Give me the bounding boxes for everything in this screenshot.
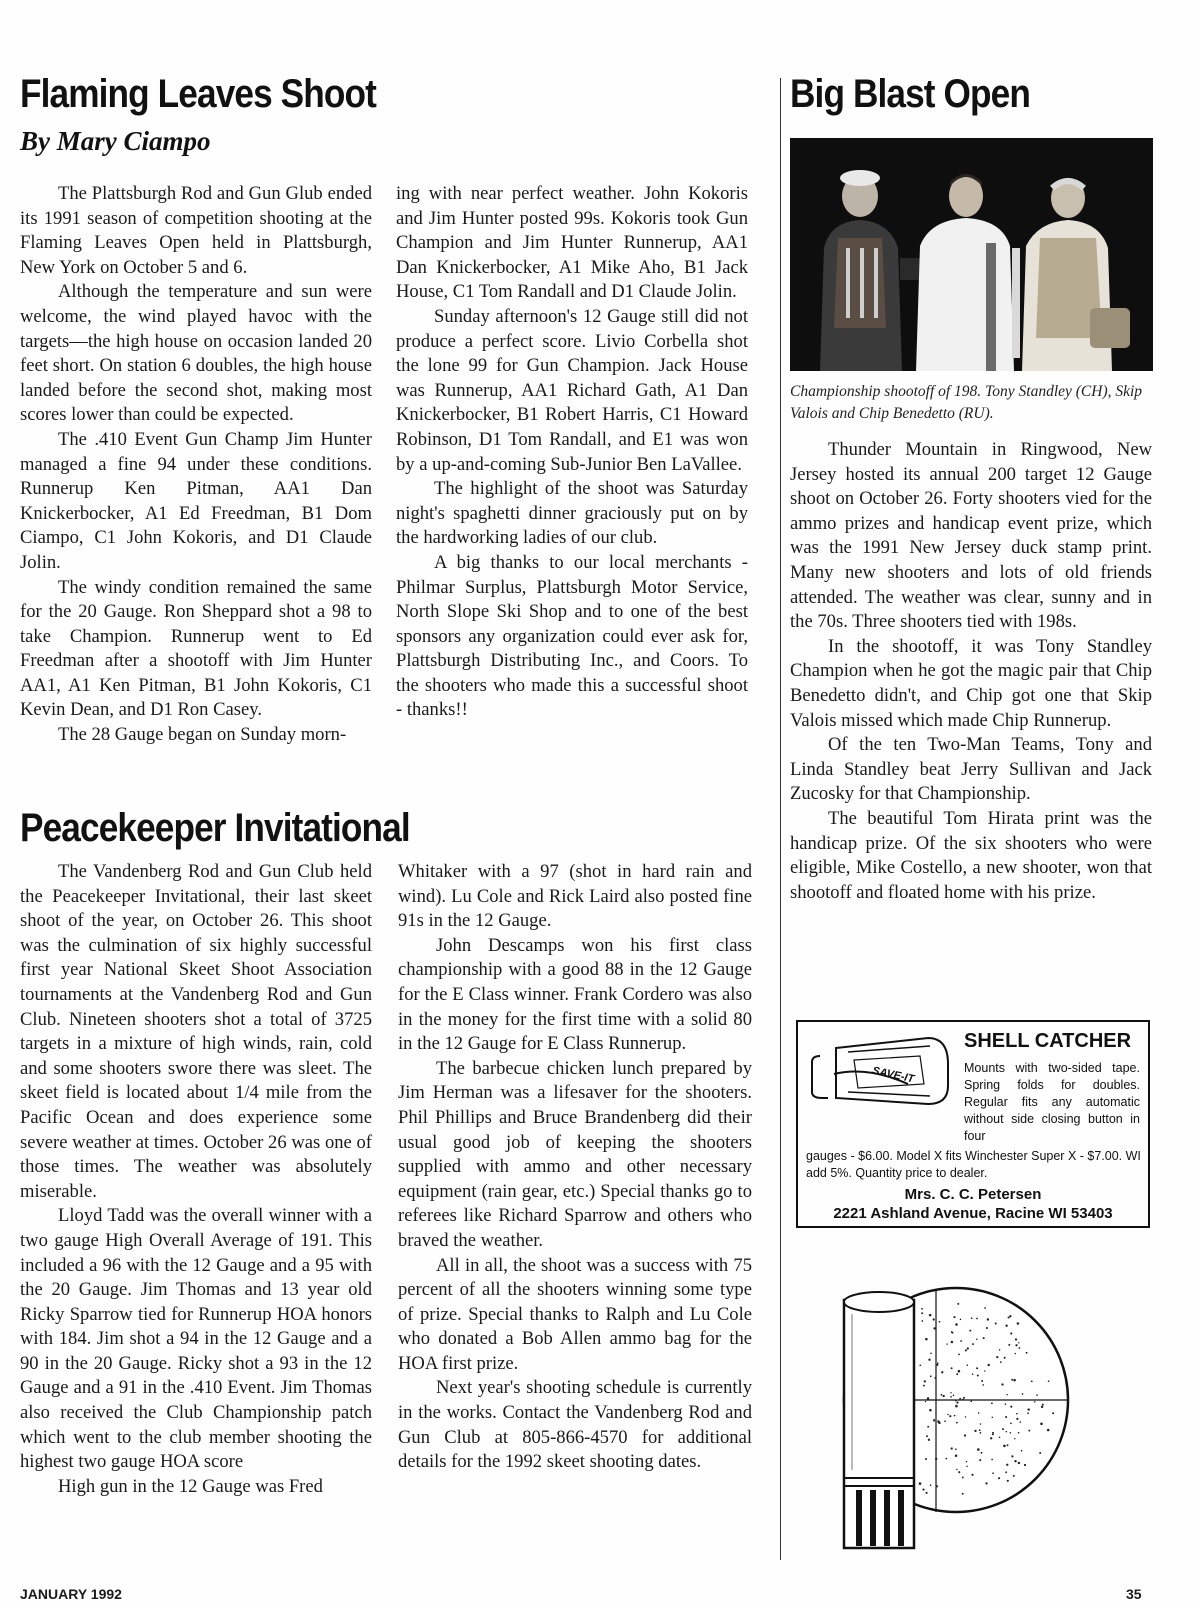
column-divider [780, 78, 781, 1560]
flaming-col1-p1: Although the temperature and sun were welcome, the wind played havoc with the targets—the high house on occasion landed 20 feet short. On station 6 doubles, the high house landed before the second shot, making most scores lower than could be expected. [20, 281, 372, 426]
peacekeeper-col2-cont: Whitaker with a 97 (shot in hard rain and wind). Lu Cole and Rick Laird also posted fine 91s in the 12 Gauge. [398, 861, 752, 932]
peacekeeper-col1 [20, 860, 372, 1499]
peacekeeper-col2-p3: Next year's shooting schedule is currently in the works. Contact the Vandenberg Rod and Gun Club at 805-866-4570 for additional details for the 1992 skeet shooting dates. [398, 1377, 752, 1473]
shell-catcher-ad [796, 1020, 1150, 1228]
flaming-col1-p3: The windy condition remained the same for the 20 Gauge. Ron Sheppard shot a 98 to take Champion. Runnerup went to Ed Freedman after a shootoff with Jim Hunter AA1, A1 Ken Pitman, B1 John Kokoris, C1 Kevin Dean, and D1 Ron Casey. [20, 576, 372, 721]
big-blast-p2: Of the ten Two-Man Teams, Tony and Linda Standley beat Jerry Sullivan and Jack Zucosky for that Championship. [790, 734, 1152, 805]
footer-page-number: 35 [1126, 1586, 1142, 1602]
flaming-col2-cont: ing with near perfect weather. John Kokoris and Jim Hunter posted 99s. Kokoris took Gun Champion and Jim Hunter Runnerup, AA1 Dan Knickerbocker, A1 Mike Aho, B1 Jack House, C1 Tom Randall and D1 Claude Jolin. [396, 183, 748, 303]
peacekeeper-headline: Peacekeeper Invitational [20, 806, 410, 850]
ad-address: 2221 Ashland Avenue, Racine WI 53403 [833, 1205, 1113, 1222]
big-blast-p0: Thunder Mountain in Ringwood, New Jersey hosted its annual 200 target 12 Gauge shoot on October 26. Forty shooters vied for the ammo prizes and handicap event prize, which was the 1991 New Jersey duck stamp print. Many new shooters and lots of old friends attended. The weather was clear, sunny and in the 70s. Three shooters tied with 198s. [790, 439, 1152, 633]
flaming-leaves-byline: By Mary Ciampo [20, 126, 211, 156]
ad-body: Mounts with two-sided tape. Spring folds for doubles. Regular fits any automatic without side closing button in four [964, 1061, 1140, 1143]
peacekeeper-col2-p1: The barbecue chicken lunch prepared by Jim Herman was a lifesaver for the shooters. Phil Phillips and Bruce Brandenberg did their usual good job of keeping the shooters supplied with ammo and other necessary equipment (rain gear, etc.) Special thanks go to referees like Richard Sparrow and others who braved the weather. [398, 1057, 752, 1251]
flaming-col1-p2: The .410 Event Gun Champ Jim Hunter managed a fine 94 under these conditions. Runnerup Ken Pitman, AA1 Dan Knickerbocker, A1 Ed Freedman, B1 Dom Ciampo, C1 John Kokoris, and D1 Claude Jolin. [20, 428, 372, 573]
flaming-col1-p4: The 28 Gauge began on Sunday morn- [58, 724, 347, 746]
peacekeeper-col1-p0: The Vandenberg Rod and Gun Club held the Peacekeeper Invitational, their last skeet shoot of the year, on October 26. This shoot was the culmination of six highly successful first year National Skeet Shoot Association tournaments at the Vandenberg Rod and Gun Club. Nineteen shooters shot a total of 3725 targets in a mixture of high winds, rain, cold and some shooters swore there was sleet. The skeet field is located about 1/4 mile from the Pacific Ocean and does experience some severe weather at times. October 26 was one of those times. The weather was absolutely miserable. [20, 861, 372, 1202]
ad-contact-name: Mrs. C. C. Petersen [904, 1186, 1042, 1203]
peacekeeper-col2-p2: All in all, the shoot was a success with 75 percent of all the shooters winning some type of prize. Special thanks to Ralph and Lu Cole who donated a Bob Allen ammo bag for the HOA first prize. [398, 1254, 752, 1374]
ad-title: SHELL CATCHER [964, 1030, 1132, 1052]
big-blast-p1: In the shootoff, it was Tony Standley Champion when he got the magic pair that Chip Benedetto didn't, and Chip got one that Skip Valois missed which made Chip Runnerup. [790, 635, 1152, 731]
peacekeeper-col1-p2: High gun in the 12 Gauge was Fred [58, 1475, 323, 1497]
championship-photo [790, 138, 1153, 371]
photo-caption: Championship shootoff of 198. Tony Standley (CH), Skip Valois and Chip Benedetto (RU). [790, 383, 1143, 422]
flaming-col1-p0: The Plattsburgh Rod and Gun Glub ended its 1991 season of competition shooting at the Flaming Leaves Open held in Plattsburgh, New York on October 5 and 6. [20, 183, 372, 278]
save-it-label: SAVE-IT [871, 1064, 916, 1086]
ad-body-pricing: gauges - $6.00. Model X fits Winchester Super X - $7.00. WI add 5%. Quantity price to dealer. [806, 1149, 1141, 1180]
flaming-col1 [20, 182, 372, 748]
flaming-leaves-headline: Flaming Leaves Shoot [20, 72, 376, 116]
peacekeeper-col1-p1: Lloyd Tadd was the overall winner with a two gauge High Overall Average of 191. This included a 96 with the 12 Gauge and a 95 with the 20 Gauge. Jim Thomas and 13 year old Ricky Sparrow tied for Runnerup HOA honors with 184. Jim shot a 94 in the 12 Gauge and a 90 in the 20 Gauge. Ricky shot a 93 in the 12 Gauge and a 91 in the .410 Event. Jim Thomas also received the Club Championship patch which went to the club member shooting the highest two gauge HOA score [20, 1205, 372, 1473]
peacekeeper-col2-p0: John Descamps won his first class championship with a good 88 in the 12 Gauge for the E Class winner. Frank Cordero was also in the money for the first time with a solid 80 in the 12 Gauge for E Class Runnerup. [398, 934, 752, 1055]
flaming-col2-p2: A big thanks to our local merchants - Philmar Surplus, Plattsburgh Motor Service, North Slope Ski Shop and to one of the best sponsors any organization could ever ask for, Plattsburgh Distributing Inc., and Coors. To the shooters who made this a successful shoot - thanks!! [396, 551, 748, 721]
big-blast-headline: Big Blast Open [790, 72, 1030, 116]
shot-pattern-target-icon [840, 1250, 1072, 1550]
peacekeeper-col2 [398, 860, 752, 1475]
shell-catcher-device-icon [808, 1034, 956, 1112]
photo-three-men-illustration [790, 138, 1153, 371]
footer-date: JANUARY 1992 [20, 1586, 122, 1602]
flaming-col2-p0: Sunday afternoon's 12 Gauge still did not produce a perfect score. Livio Corbella shot the lone 99 for Gun Champion. Jack House was Runnerup, AA1 Richard Gath, A1 Dan Knickerbocker, B1 Robert Harris, C1 Howard Robinson, D1 Tom Randall, and E1 was won by a up-and-coming Sub-Junior Ben LaVallee. [396, 305, 748, 475]
flaming-col2-p1: The highlight of the shoot was Saturday night's spaghetti dinner graciously put on by the hardworking ladies of our club. [396, 478, 748, 549]
flaming-col2 [396, 182, 748, 723]
big-blast-p3: The beautiful Tom Hirata print was the handicap prize. Of the six shooters who were eligible, Mike Costello, a new shooter, won that shootoff and floated home with his prize. [790, 807, 1152, 903]
big-blast-body [790, 438, 1152, 905]
